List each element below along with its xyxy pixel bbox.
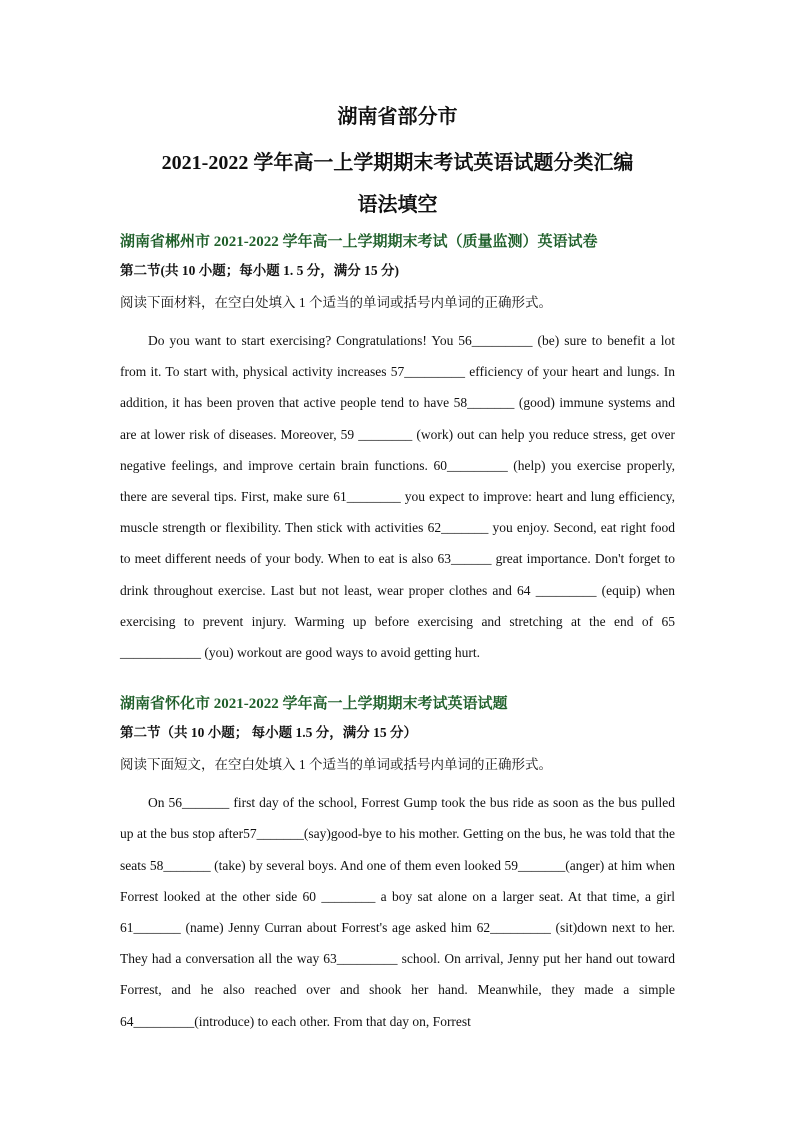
passage-text: Do you want to start exercising? Congratulations! You 56_________ (be) sure to benefit a lot from it. To start with, physical activity increases 57_________ efficiency of your heart and lungs. In addition, it has been proven that active people tend to have 58_______ (good) immune systems and are at lower risk of diseases. Moreover, 59 ________ (work) out can help you reduce stress, get over negative feelings, and improve certain brain functions. 60_________ (help) you exercise properly, there are several tips. First, make sure 61________ you expect to improve: heart and lung efficiency, muscle strength or flexibility. Then stick with activities 62_______ you enjoy. Second, eat right food to meet different needs of your body. When to eat is also 63______ great importance. Don't forget to drink throughout exercise. Last but not least, wear proper clothes and 64 _________ (equip) when exercising to prevent injury. Warming up before exercising and stretching at the end of 65 ____________ (you) workout are good ways to avoid getting hurt. xyxy=(120,333,675,661)
document-page xyxy=(120,100,675,1050)
section-heading: 湖南省郴州市 2021-2022 学年高一上学期期末考试（质量监测）英语试卷 xyxy=(120,234,598,250)
doc-title-line1: 湖南省部分市 xyxy=(337,106,458,128)
instruction-text: 阅读下面短文，在空白处填入 1 个适当的单词或括号内单词的正确形式。 xyxy=(120,756,552,772)
section-heading: 湖南省怀化市 2021-2022 学年高一上学期期末考试英语试题 xyxy=(120,696,508,713)
doc-title-line3: 语法填空 xyxy=(357,194,438,216)
instruction-text: 阅读下面材料，在空白处填入 1 个适当的单词或括号内单词的正确形式。 xyxy=(120,294,552,310)
section-huaihua xyxy=(120,694,675,1037)
part-label: 第二节（共 10 小题； 每小题 1.5 分，满分 15 分） xyxy=(120,725,417,741)
section-chenzhou xyxy=(120,232,675,668)
passage-text: On 56_______ first day of the school, Forrest Gump took the bus ride as soon as the bus pulled up at the bus stop after57_______(say)good-bye to his mother. Getting on the bus, he was told that the seats 58_______ (take) by several boys. And one of them even looked 59_______(anger) at him when Forrest looked at the other side 60 ________ a boy sat alone on a larger seat. At that time, a girl 61_______ (name) Jenny Curran about Forrest's age asked him 62_________ (sit)down next to her. They had a conversation all the way 63_________ school. On arrival, Jenny put her hand out toward Forrest, and he also reached over and shook her hand. Meanwhile, they made a simple 64_________(introduce) to each other. From that day on, Forrest xyxy=(120,795,675,1029)
doc-title-line2: 2021-2022 学年高一上学期期末考试英语试题分类汇编 xyxy=(161,152,634,174)
part-label: 第二节(共 10 小题；每小题 1. 5 分，满分 15 分) xyxy=(120,263,399,278)
